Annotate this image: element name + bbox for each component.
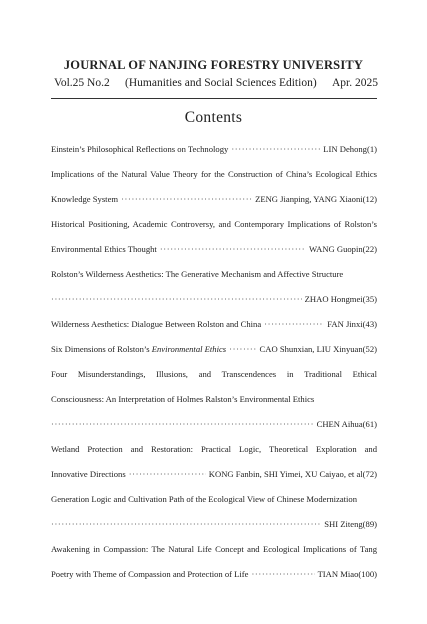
entry-byline: LIN Dehong(1) — [323, 144, 377, 154]
entry-byline: SHI Ziteng(89) — [324, 519, 377, 529]
entry-title-cont: Environmental Ethics Thought — [51, 244, 157, 254]
entry-title-cont: Poetry with Theme of Compassion and Protection of Life — [51, 569, 249, 579]
toc-entry-title-line[interactable]: Consciousness: An Interpretation of Holmes Ralston’s Environmental Ethics — [51, 394, 315, 404]
entry-title: Wilderness Aesthetics: Dialogue Between Rolston and China — [51, 319, 262, 329]
edition-label: (Humanities and Social Sciences Edition) — [125, 77, 317, 89]
entry-title: Six Dimensions of Rolston’s Environmental Ethics — [51, 344, 227, 354]
entry-byline: ZENG Jianping, YANG Xiaoni(12) — [255, 194, 377, 204]
entry-title-cont: Knowledge System — [51, 194, 119, 204]
toc-entry-title-line[interactable]: Awakening in Compassion: The Natural Life Concept and Ecological Implications of Tang — [51, 544, 377, 554]
entry-title: Einstein’s Philosophical Reflections on Technology — [51, 144, 229, 154]
dot-leader — [231, 143, 320, 155]
dot-leader — [51, 418, 314, 430]
dot-leader — [264, 318, 324, 330]
entry-byline: CAO Shunxian, LIU Xinyuan(52) — [259, 344, 377, 354]
entry-byline: ZHAO Hongmei(35) — [304, 294, 377, 304]
toc-entry[interactable] — [51, 468, 377, 480]
toc-entry[interactable] — [51, 318, 377, 330]
toc-entry-title-line[interactable]: Generation Logic and Cultivation Path of the Ecological View of Chinese Modernization — [51, 494, 357, 504]
toc-entry[interactable] — [51, 293, 377, 305]
entry-byline: WANG Guopin(22) — [308, 244, 377, 254]
dot-leader — [229, 343, 256, 355]
entry-byline: FAN Jinxi(43) — [327, 319, 377, 329]
dot-leader — [121, 193, 252, 205]
toc-entry[interactable] — [51, 568, 377, 580]
issue-date: Apr. 2025 — [331, 77, 378, 89]
dot-leader — [51, 518, 321, 530]
volume-number: Vol.25 No.2 — [54, 77, 110, 89]
dot-leader — [51, 293, 302, 305]
toc-entry[interactable] — [51, 143, 377, 155]
toc-entry[interactable] — [51, 343, 377, 355]
toc-entry[interactable] — [51, 243, 377, 255]
journal-title: JOURNAL OF NANJING FORESTRY UNIVERSITY — [63, 58, 364, 72]
toc-entry-title-line[interactable]: Rolston’s Wilderness Aesthetics: The Generative Mechanism and Affective Structure — [51, 269, 344, 279]
toc-entry-title-line[interactable]: Wetland Protection and Restoration: Practical Logic, Theoretical Exploration and — [51, 444, 377, 454]
entry-title-cont: Innovative Directions — [51, 469, 126, 479]
toc-entry[interactable] — [51, 193, 377, 205]
toc-entry-title-line[interactable]: Historical Positioning, Academic Controversy, and Contemporary Implications of Rolston’s — [51, 219, 377, 229]
dot-leader — [129, 468, 206, 480]
toc-entry-title-line[interactable]: Four Misunderstandings, Illusions, and Transcendences in Traditional Ethical — [51, 369, 377, 379]
entry-byline: TIAN Miao(100) — [317, 569, 377, 579]
dot-leader — [251, 568, 314, 580]
dot-leader — [160, 243, 306, 255]
contents-heading: Contents — [184, 109, 243, 126]
toc-entry-title-line[interactable]: Implications of the Natural Value Theory for the Construction of China’s Ecological Ethics — [51, 169, 377, 179]
italic-book-title: Environmental Ethics — [151, 344, 227, 354]
entry-byline: KONG Fanbin, SHI Yimei, XU Caiyao, et al(72) — [208, 469, 377, 479]
toc-entry[interactable] — [51, 418, 377, 430]
entry-byline: CHEN Aihua(61) — [316, 419, 377, 429]
toc-entry[interactable] — [51, 518, 377, 530]
